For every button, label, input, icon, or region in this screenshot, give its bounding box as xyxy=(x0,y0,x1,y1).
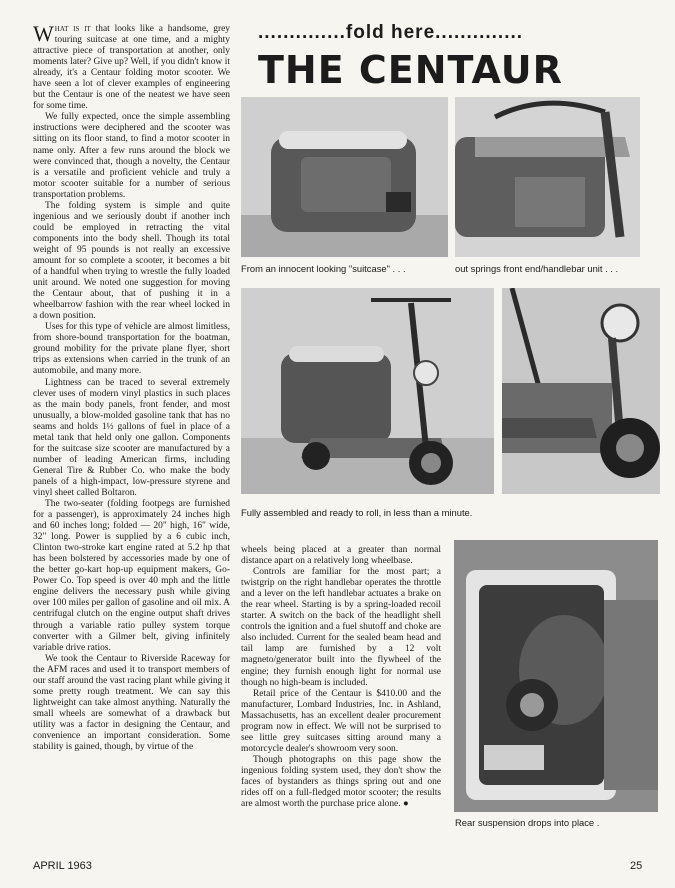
caption-assembled: Fully assembled and ready to roll, in less than a minute. xyxy=(241,507,473,518)
photo-assembled xyxy=(241,288,494,494)
paragraph: The folding system is simple and quite ingenious and we seriously doubt if another inch could be employed in retracting the vital components into the body shell. Though its total weight of 95 pounds is not really an excessive amount for so complete a scooter, it becomes a bit of a handful when trying to wrestle the fully loaded unit around. We noted one suggestion for moving the Centaur about, that of pushing it in a wheelbarrow fashion with the rear wheel locked in a down position. xyxy=(33,200,230,322)
paragraph: wheels being placed at a greater than normal distance apart on a relatively long wheelbase. xyxy=(241,545,441,567)
fold-here-banner: ..............fold here.............. xyxy=(258,22,524,43)
paragraph xyxy=(33,21,230,112)
photo-rear-suspension xyxy=(454,540,658,812)
photo-springs xyxy=(455,97,640,257)
opening-words: hat is it xyxy=(54,24,91,34)
caption-suitcase: From an innocent looking "suitcase" . . . xyxy=(241,263,406,274)
paragraph: We fully expected, once the simple assembling instructions were deciphered and the scooter was sitting on its floor stand, to find a motor scooter in name only. After a few runs around the block we were convinced that, though a novelty, the Centaur is a versatile and proficient vehicle and truly a motor scooter suitable for a number of serious transportation problems. xyxy=(33,112,230,200)
page-number: 25 xyxy=(630,860,643,872)
paragraph: The two-seater (folding footpegs are furnished for a passenger), is approximately 24 inches high and 60 inches long; folded — 20" high, 16" wide, 32" long. Power is supplied by a 6 cubic inch, Clinton two-stroke kart engine rated at 5.2 hp that has been bolstered by accessories made by one of the better go-kart hop-up equipment makers, Go-Power Co. Top speed is over 40 mph and the little engine delivers the necessary push while giving over 100 miles per gallon of gasoline and oil mix. A centrifugal clutch on the engine output shaft drives through a variable ratio pulley system torque converter with a Gilmer belt, giving infinitely variable drive ratios. xyxy=(33,499,230,653)
caption-springs: out springs front end/handlebar unit . . . xyxy=(455,263,619,274)
paragraph: Lightness can be traced to several extremely clever uses of modern vinyl plastics in such places as the main body panels, front fender, and most unusually, a blow-molded gasoline tank that has no seams and holds 1½ gallons of fuel in place of a metal tank that held only one gallon. Components for the suitcase size scooter are manufactured by a number of leading American firms, including General Tire & Rubber Co. who make the body panels of a high-impact, low-pressure styrene and vinyl sheet called Boltaron. xyxy=(33,377,230,498)
middle-text-column xyxy=(241,545,441,810)
photo-suitcase xyxy=(241,97,448,257)
paragraph: Retail price of the Centaur is $410.00 and the manufacturer, Lombard Industries, Inc. in Ashland, Massachusetts, has an excellent dealer procurement program now in effect. We will not be surprised to see little grey suitcases sitting around many a motorcycle dealer's showroom very soon. xyxy=(241,688,441,754)
paragraph: Uses for this type of vehicle are almost limitless, from shore-bound transportation for the boatman, ground mobility for the private plane flyer, short trips as extensions when carried in the trunk of an automobile, and many more. xyxy=(33,322,230,377)
left-text-column xyxy=(33,21,230,753)
drop-cap: W xyxy=(33,21,54,46)
article-title: THE CENTAUR xyxy=(258,48,563,92)
paragraph: We took the Centaur to Riverside Raceway for the AFM races and used it to transport members of our staff around the vast racing plant while giving it some pretty rough treatment. We can say this lightweight can take almost anything. Naturally the small wheels are somewhat of a drawback but utility was a factor in designing the Centaur, and convenience an important consideration. Some stability is gained, though, by virtue of the xyxy=(33,653,230,753)
caption-suspension: Rear suspension drops into place . xyxy=(455,817,600,828)
paragraph: Though photographs on this page show the ingenious folding system used, they don't show the faces of bystanders as things spring out and one rides off on a full-fledged motor scooter; the results are almost worth the purchase price alone. ● xyxy=(241,754,441,810)
paragraph-text: that looks like a handsome, grey touring suitcase at one time, and a mighty attractive piece of transportation at another, only moments later? Give up? Well, if you didn't know it already, it's a Centaur folding motor scooter. We have seen a lot of clever examples of engineering but the Centaur is one of the neatest we have seen for some time. xyxy=(33,24,230,112)
photo-front-closeup xyxy=(502,288,660,494)
paragraph: Controls are familiar for the most part; a twistgrip on the right handlebar operates the throttle and a lever on the left handlebar actuates a brake on the rear wheel. Starting is by a spring-loaded recoil starter. A switch on the back of the headlight shell controls the ignition and a fuel shutoff and choke are also included. Current for the sealed beam head and tail lamp are furnished by a 12 volt magneto/generator built into the flywheel of the engine; they furnish enough light for normal use though no high-beam is included. xyxy=(241,567,441,688)
issue-date: APRIL 1963 xyxy=(33,860,92,872)
